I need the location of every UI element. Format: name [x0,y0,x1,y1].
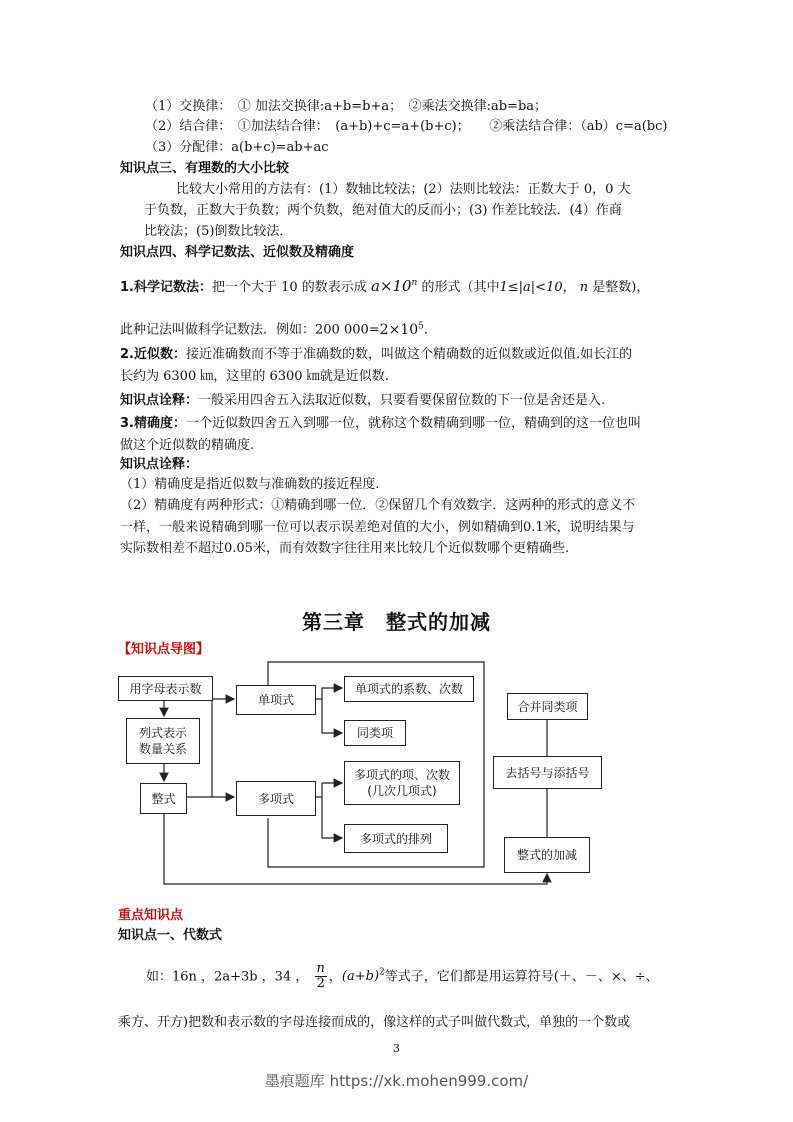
fraction-n-over-2: $\frac{n}{2}$ [316,961,325,992]
associative-law: （2）结合律： ①加法结合律： (a+b)+c=a+(b+c)； ②乘法结合律：（ab）c=a(bc) [145,119,668,134]
box-combine-like-terms: 合并同类项 [507,693,588,720]
note2-item2c: 实际数相差不超过0.05米，而有效数字往往用来比较几个近似数哪个更精确些. [120,541,570,556]
map-heading: 【知识点导图】 [118,642,210,657]
kp3-line3: 比较法；(5)倒数比较法． [144,224,293,239]
note2-item2b: 一样，一般来说精确到哪一位可以表示误差绝对值的大小，例如精确到0.1米，说明结果与 [120,520,635,535]
approx-line2: 长约为 6300 ㎞，这里的 6300 ㎞就是近似数. [120,369,389,384]
example-text-a: 如：16n ，2a+3b ，34 ， [146,969,309,985]
sci-line2: 此种记法叫做科学记数法．例如：200 000= [120,322,380,338]
note2-item1: （1）精确度是指近似数与准确数的接近程度. [120,477,380,492]
box-monomial: 单项式 [236,685,316,715]
example-text-b: 等式子，它们都是用运算符号(＋、－、×、÷、 [384,969,659,985]
box-polynomial-order: 多项式的排列 [344,824,448,853]
box-monomial-coefficient: 单项式的系数、次数 [344,676,474,702]
precision-label: 3.精确度： [120,416,186,431]
note2-label: 知识点诠释： [120,457,199,472]
approx-text: 接近准确数而不等于准确数的数，叫做这个精确数的近似数或近似值.如长江的 [185,347,633,362]
distributive-law: （3）分配律：a(b+c)=ab+ac [145,140,329,155]
chapter-title: 第三章 整式的加减 [302,610,491,634]
approx-label: 2.近似数： [120,347,186,362]
kp3-title: 知识点三、有理数的大小比较 [120,161,290,176]
example-line2: 乘方、开方)把数和表示数的字母连接而成的，像这样的式子叫做代数式，单独的一个数或 [118,1015,631,1030]
note1-text: 一般采用四舍五入法取近似数，只要看要保留位数的下一位是舍还是入. [198,393,606,408]
sci-condition: 1≤|a|<10 [499,280,563,295]
box-addition-subtraction: 整式的加减 [504,837,590,873]
box-letters-as-numbers: 用字母表示数 [118,676,213,701]
sci-example-formula: $2\times 10^5$ [379,321,424,338]
kp1-title: 知识点一、代数式 [118,928,223,943]
sci-label: 1.科学记数法： [120,280,212,295]
page-number: 3 [393,1042,400,1055]
square-formula: $(a+b)^2$ [341,968,385,985]
algebra-example-line: 如：16n ，2a+3b ，34 ， $\frac{n}{2}$ ，$(a+b)^2$等式子，它们都是用运算符号(＋、－、×、÷、 [146,961,659,992]
box-expressions: 列式表示 数量关系 [126,718,200,764]
precision-text: 一个近似数四舍五入到哪一位，就称这个数精确到哪一位，精确到的这一位也叫 [185,416,641,431]
commutative-law: （1）交换律： ① 加法交换律:a+b=b+a； ②乘法交换律:ab=ba； [145,99,548,114]
sci-text-b: 的形式（其中 [421,280,500,295]
sci-text-a: 把一个大于 10 的数表示成 [211,280,367,295]
kp3-line1: 比较大小常用的方法有：(1）数轴比较法；(2）法则比较法：正数大于 0，0 大 [176,182,631,197]
note2-item2: （2）精确度有两种形式：①精确到哪一位．②保留几个有效数字．这两种的形式的意义不 [120,498,636,513]
footer-watermark: 墨痕题库 https://xk.mohen999.com/ [264,1072,529,1090]
kp4-title: 知识点四、科学记数法、近似数及精确度 [120,245,355,260]
box-polynomial: 多项式 [236,781,316,816]
sci-text-d: 是整数)， [592,280,650,295]
sci-formula: $a\times 10^n$ [370,277,418,295]
box-polynomial-terms: 多项式的项、次数 (几次几项式) [344,761,460,805]
sci-example-line: 此种记法叫做科学记数法．例如：200 $000=2\times 10^5$． [120,321,437,338]
kp3-line2: 于负数，正数大于负数；两个负数，绝对值大的反而小；(3) 作差比较法．(4）作商 [144,203,622,218]
key-heading: 重点知识点 [118,908,184,923]
precision-line2: 做这个近似数的精确度. [120,438,255,453]
box-integral-expression: 整式 [140,783,187,814]
note1-label: 知识点诠释： [120,393,199,408]
box-brackets: 去括号与添括号 [493,756,602,789]
sci-text-c: ， [562,280,576,295]
sci-n: n [579,280,589,295]
box-like-terms: 同类项 [344,720,406,746]
